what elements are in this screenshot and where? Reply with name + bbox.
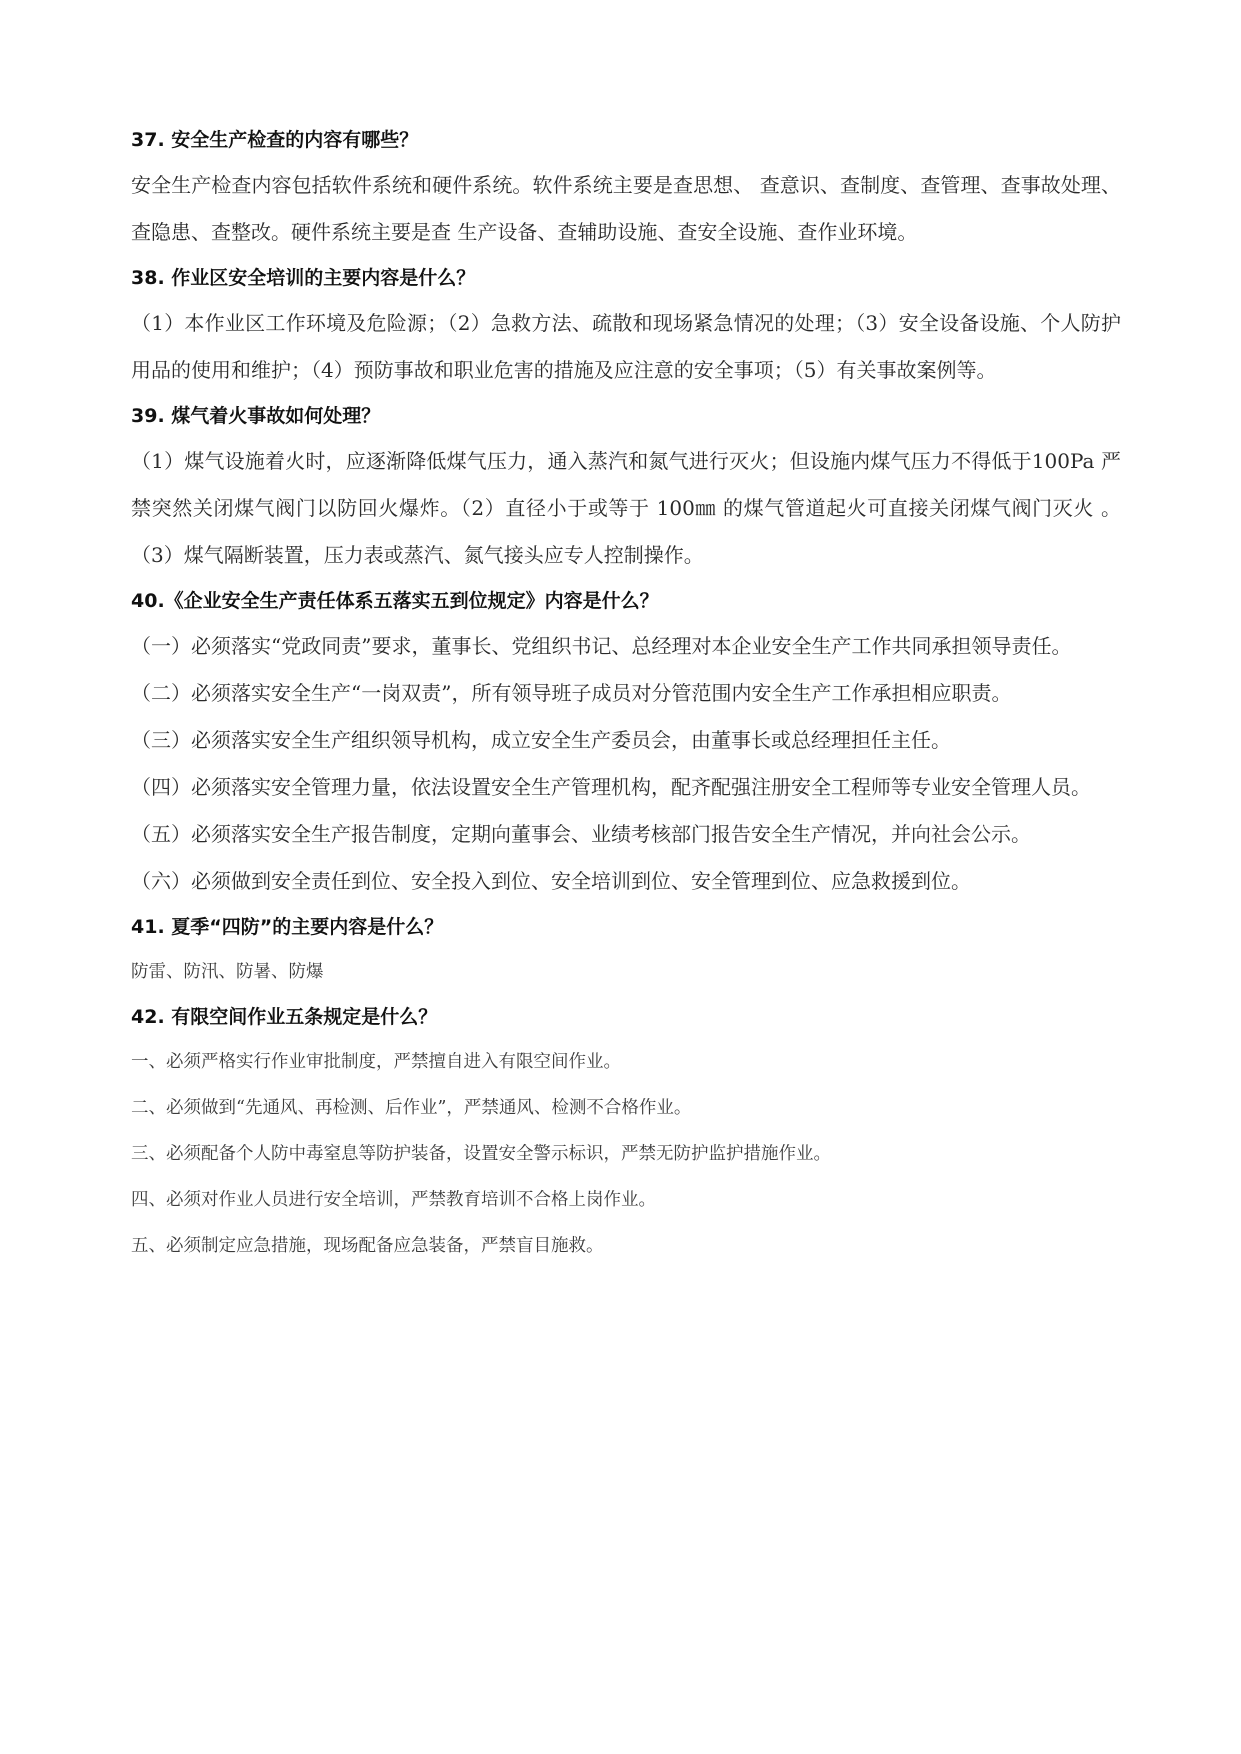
- answer-40-item-1: （一）必须落实“党政同责”要求，董事长、党组织书记、总经理对本企业安全生产工作共同承担领导责任。: [131, 634, 1072, 658]
- question-41-heading: 41. 夏季“四防”的主要内容是什么？: [131, 916, 444, 938]
- question-37-heading: 37. 安全生产检查的内容有哪些？: [131, 129, 419, 151]
- answer-42-item-4: 四、必须对作业人员进行安全培训，严禁教育培训不合格上岗作业。: [131, 1190, 656, 1210]
- answer-42-item-5: 五、必须制定应急措施，现场配备应急装备，严禁盲目施救。: [131, 1236, 604, 1256]
- answer-42-item-1: 一、必须严格实行作业审批制度，严禁擅自进入有限空间作业。: [131, 1052, 621, 1072]
- answer-37-paragraph: 安全生产检查内容包括软件系统和硬件系统。软件系统主要是查思想、 查意识、查制度、查管理、查事故处理、查隐患、查整改。硬件系统主要是查 生产设备、查辅助设施、查安全设施、查作业环境。: [131, 173, 1121, 244]
- answer-40-item-4: （四）必须落实安全管理力量，依法设置安全生产管理机构，配齐配强注册安全工程师等专业安全管理人员。: [131, 775, 1091, 799]
- answer-42-item-2: 二、必须做到“先通风、再检测、后作业”，严禁通风、检测不合格作业。: [131, 1098, 692, 1118]
- answer-40-item-5: （五）必须落实安全生产报告制度，定期向董事会、业绩考核部门报告安全生产情况，并向社会公示。: [131, 822, 1031, 846]
- question-40-heading: 40.《企业安全生产责任体系五落实五到位规定》内容是什么？: [131, 590, 659, 612]
- answer-40-item-3: （三）必须落实安全生产组织领导机构，成立安全生产委员会，由董事长或总经理担任主任。: [131, 728, 951, 752]
- answer-40-item-6: （六）必须做到安全责任到位、安全投入到位、安全培训到位、安全管理到位、应急救援到位。: [131, 869, 971, 893]
- question-38-heading: 38. 作业区安全培训的主要内容是什么？: [131, 267, 476, 289]
- answer-41-paragraph: 防雷、防汛、防暑、防爆: [131, 962, 324, 982]
- document-content: [131, 118, 1121, 1269]
- question-39-heading: 39. 煤气着火事故如何处理？: [131, 405, 381, 427]
- answer-40-item-2: （二）必须落实安全生产“一岗双责”，所有领导班子成员对分管范围内安全生产工作承担相应职责。: [131, 681, 1012, 705]
- answer-39-paragraph: （1）煤气设施着火时，应逐渐降低煤气压力，通入蒸汽和氮气进行灭火；但设施内煤气压力不得低于100Pa 严禁突然关闭煤气阀门以防回火爆炸。（2）直径小于或等于 100㎜ 的煤气管道起火可直接关闭煤气阀门灭火 。（3）煤气隔断装置，压力表或蒸汽、氮气接头应专人控制操作。: [131, 449, 1121, 567]
- answer-42-item-3: 三、必须配备个人防中毒窒息等防护装备，设置安全警示标识，严禁无防护监护措施作业。: [131, 1144, 831, 1164]
- answer-38-paragraph: （1）本作业区工作环境及危险源；（2）急救方法、疏散和现场紧急情况的处理；（3）安全设备设施、个人防护用品的使用和维护；（4）预防事故和职业危害的措施及应注意的安全事项；（5）有关事故案例等。: [131, 311, 1121, 382]
- question-42-heading: 42. 有限空间作业五条规定是什么？: [131, 1006, 438, 1028]
